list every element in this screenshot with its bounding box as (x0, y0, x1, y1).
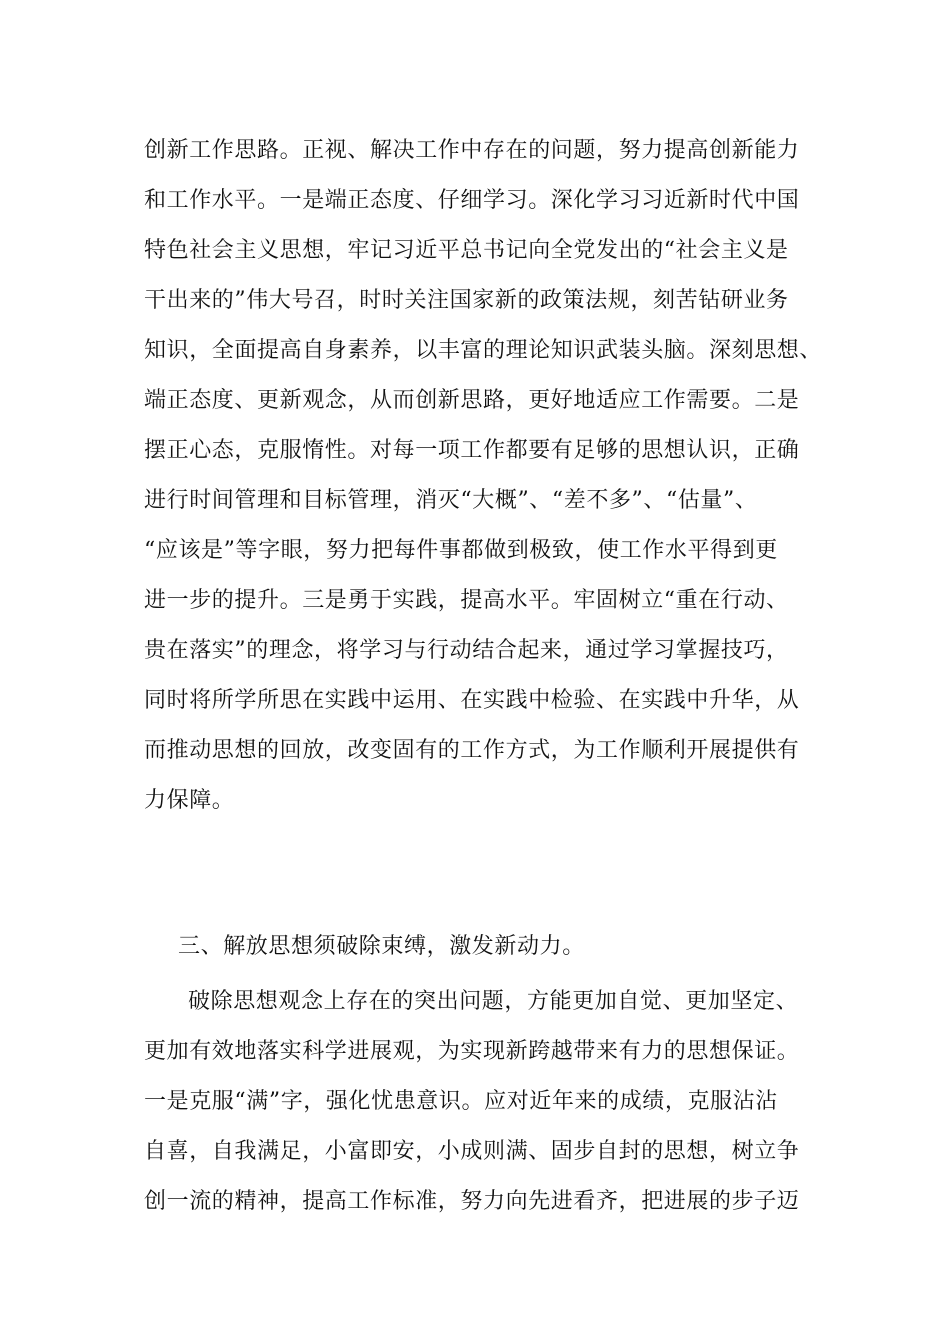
paragraph-1-line-6: 端正态度、更新观念，从而创新思路，更好地适应工作需要。二是 (144, 388, 800, 413)
paragraph-1-line-5: 知识，全面提高自身素养，以丰富的理论知识武装头脑。深刻思想、 (144, 338, 823, 363)
paragraph-1-line-4: 干出来的”伟大号召，时时关注国家新的政策法规，刻苦钻研业务 (144, 288, 789, 313)
paragraph-1-line-9: “应该是”等字眼，努力把每件事都做到极致，使工作水平得到更 (144, 538, 778, 563)
section-heading-3: 三、解放思想须破除束缚，激发新动力。 (178, 934, 585, 959)
paragraph-1-line-3: 特色社会主义思想，牢记习近平总书记向全党发出的“社会主义是 (144, 238, 789, 263)
paragraph-1-line-12: 同时将所学所思在实践中运用、在实践中检验、在实践中升华，从 (144, 688, 800, 713)
paragraph-2-line-4: 自喜，自我满足，小富即安，小成则满、固步自封的思想，树立争 (144, 1139, 800, 1164)
paragraph-1-line-10: 进一步的提升。三是勇于实践，提高水平。牢固树立“重在行动、 (144, 588, 789, 613)
paragraph-2-line-5: 创一流的精神，提高工作标准，努力向先进看齐，把进展的步子迈 (144, 1189, 800, 1214)
paragraph-1-line-2: 和工作水平。一是端正态度、仔细学习。深化学习习近新时代中国 (144, 188, 800, 213)
paragraph-2-line-2: 更加有效地落实科学进展观，为实现新跨越带来有力的思想保证。 (144, 1039, 800, 1064)
paragraph-1-line-1: 创新工作思路。正视、解决工作中存在的问题，努力提高创新能力 (144, 138, 800, 163)
paragraph-2-line-1: 破除思想观念上存在的突出问题，方能更加自觉、更加坚定、 (188, 989, 799, 1014)
paragraph-1-line-11: 贵在落实”的理念，将学习与行动结合起来，通过学习掌握技巧， (144, 638, 789, 663)
paragraph-2-line-3: 一是克服“满”字，强化忧患意识。应对近年来的成绩，克服沾沾 (144, 1089, 778, 1114)
paragraph-1-line-8: 进行时间管理和目标管理，消灭“大概”、“差不多”、“估量”、 (144, 488, 758, 513)
paragraph-1-line-14: 力保障。 (144, 788, 235, 813)
paragraph-1-line-13: 而推动思想的回放，改变固有的工作方式，为工作顺利开展提供有 (144, 738, 800, 763)
paragraph-1-line-7: 摆正心态，克服惰性。对每一项工作都要有足够的思想认识，正确 (144, 438, 800, 463)
